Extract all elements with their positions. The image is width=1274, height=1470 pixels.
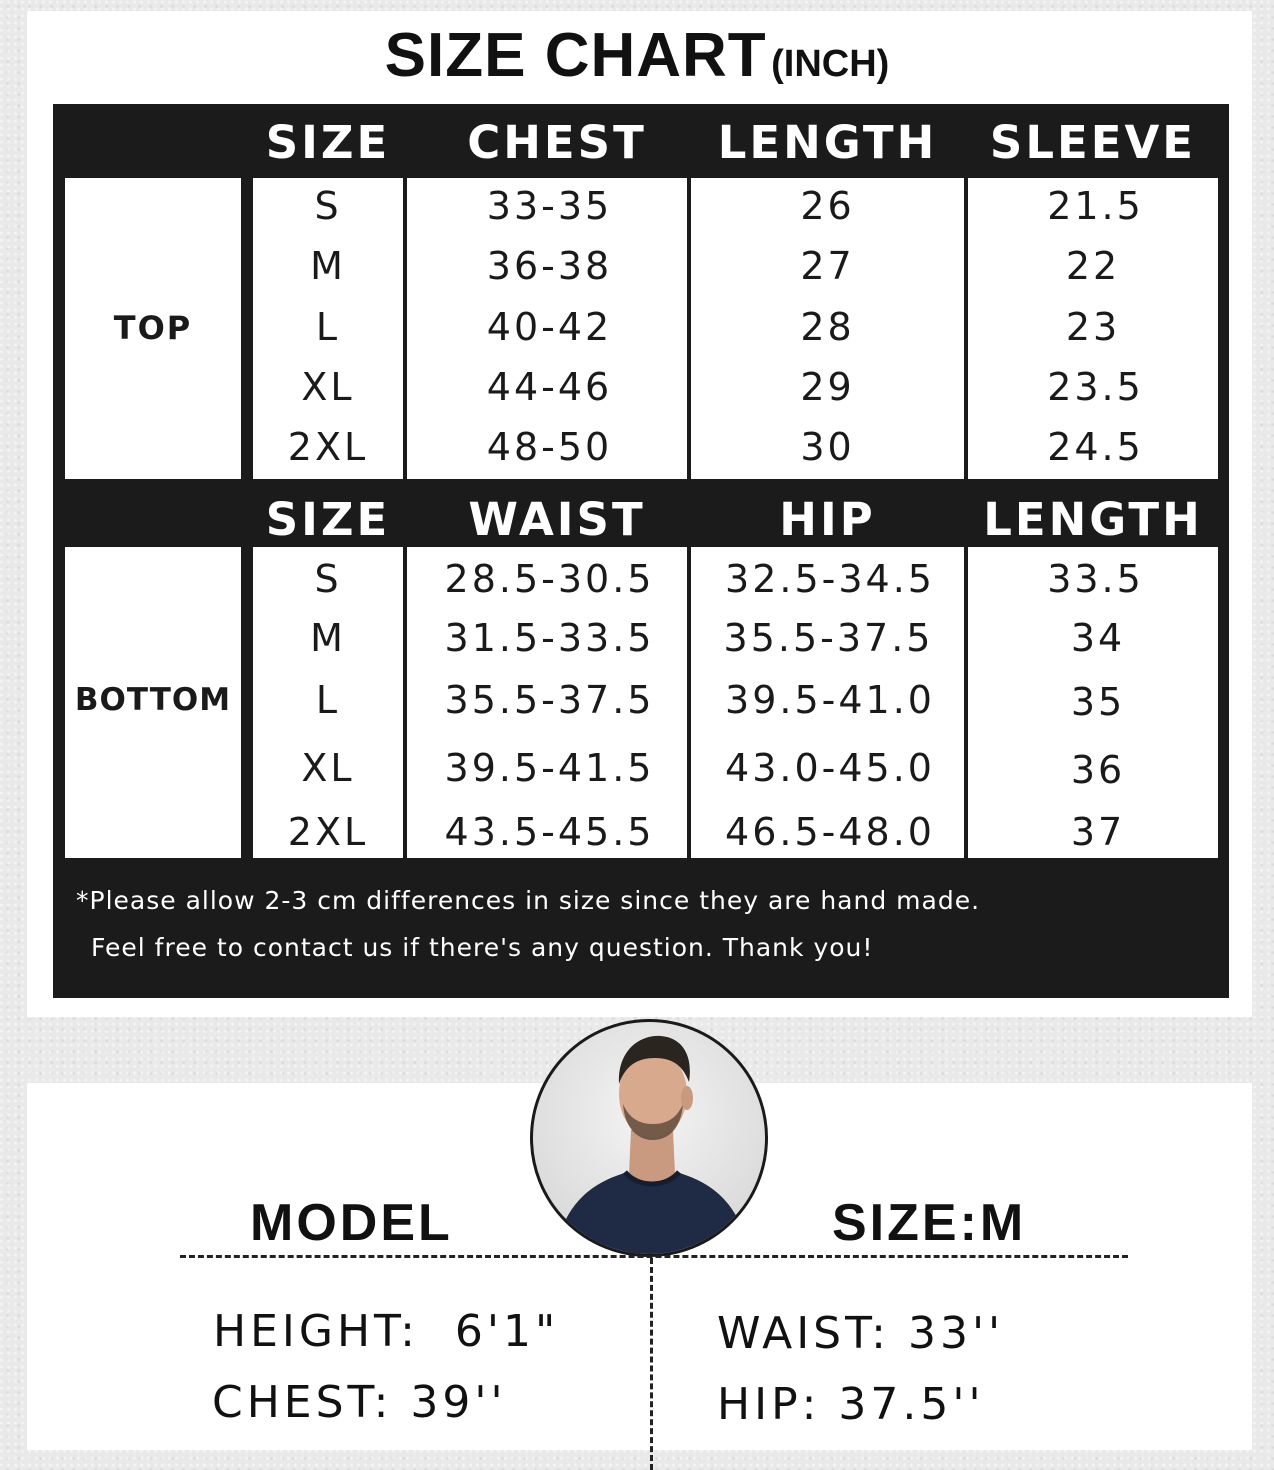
top-header-chest: CHEST — [467, 116, 647, 169]
table-cell: 23.5 — [1047, 365, 1144, 409]
table-cell: 24.5 — [1047, 425, 1144, 469]
top-header-length: LENGTH — [717, 116, 938, 169]
table-cell: 32.5-34.5 — [725, 557, 935, 601]
top-header-sleeve: SLEEVE — [989, 116, 1197, 169]
bottom-header-hip: HIP — [779, 493, 876, 546]
table-cell: 28 — [800, 305, 855, 349]
table-cell: 34 — [1070, 616, 1126, 660]
table-cell: 39.5-41.0 — [725, 678, 935, 722]
table-cell: 2XL — [287, 425, 369, 469]
top-header-size: SIZE — [265, 116, 391, 169]
top-group-label: TOP — [113, 309, 193, 347]
model-avatar — [530, 1019, 768, 1257]
model-chest: CHEST: 39'' — [212, 1377, 507, 1428]
divider-vertical — [650, 1258, 653, 1470]
table-cell: 35.5-37.5 — [723, 616, 934, 660]
table-cell: 44-46 — [486, 365, 613, 409]
table-cell: L — [315, 678, 341, 722]
table-cell: 36-38 — [486, 244, 613, 288]
note-line-2: Feel free to contact us if there's any question. Thank you! — [91, 933, 874, 962]
table-cell: 35 — [1070, 680, 1126, 724]
table-cell: 43.0-45.0 — [725, 746, 935, 790]
table-cell: 26 — [800, 184, 855, 228]
table-cell: 35.5-37.5 — [444, 678, 655, 722]
table-cell: 37 — [1070, 810, 1126, 854]
divider-horizontal — [180, 1255, 1128, 1258]
table-cell: XL — [301, 746, 355, 790]
table-cell: S — [314, 184, 342, 228]
table-cell: 22 — [1065, 244, 1121, 288]
table-cell: M — [310, 244, 346, 288]
chart-title-unit: (INCH) — [771, 43, 890, 85]
table-cell: 29 — [800, 365, 855, 409]
model-portrait-image — [533, 1022, 768, 1257]
model-heading: MODEL — [250, 1194, 453, 1252]
table-cell: XL — [301, 365, 355, 409]
model-size-label: SIZE:M — [832, 1194, 1027, 1252]
table-cell: 39.5-41.5 — [444, 746, 655, 790]
bottom-header-length: LENGTH — [983, 493, 1203, 546]
table-cell: 28.5-30.5 — [444, 557, 655, 601]
table-cell: 30 — [800, 425, 855, 469]
table-cell: 2XL — [287, 810, 369, 854]
bottom-header-waist: WAIST — [468, 493, 646, 546]
table-cell: S — [314, 557, 342, 601]
model-hip: HIP: 37.5'' — [717, 1379, 985, 1430]
table-cell: 21.5 — [1047, 184, 1144, 228]
chart-title-main: SIZE CHART — [384, 21, 767, 90]
table-cell: 33-35 — [486, 184, 613, 228]
table-cell: 23 — [1065, 305, 1121, 349]
table-cell: 27 — [800, 244, 855, 288]
table-cell: 46.5-48.0 — [725, 810, 935, 854]
table-cell: 36 — [1070, 748, 1126, 792]
table-cell: 40-42 — [486, 305, 613, 349]
model-height: HEIGHT: 6'1" — [213, 1306, 560, 1357]
table-cell: M — [310, 616, 346, 660]
table-cell: L — [315, 305, 341, 349]
model-waist: WAIST: 33'' — [717, 1308, 1005, 1359]
table-cell: 48-50 — [486, 425, 613, 469]
bottom-group-label: BOTTOM — [74, 682, 232, 718]
chart-title — [0, 20, 1274, 91]
note-line-1: *Please allow 2-3 cm differences in size since they are hand made. — [76, 886, 981, 915]
bottom-header-size: SIZE — [265, 493, 391, 546]
table-cell: 31.5-33.5 — [444, 616, 655, 660]
table-cell: 33.5 — [1047, 557, 1144, 601]
table-cell: 43.5-45.5 — [444, 810, 655, 854]
